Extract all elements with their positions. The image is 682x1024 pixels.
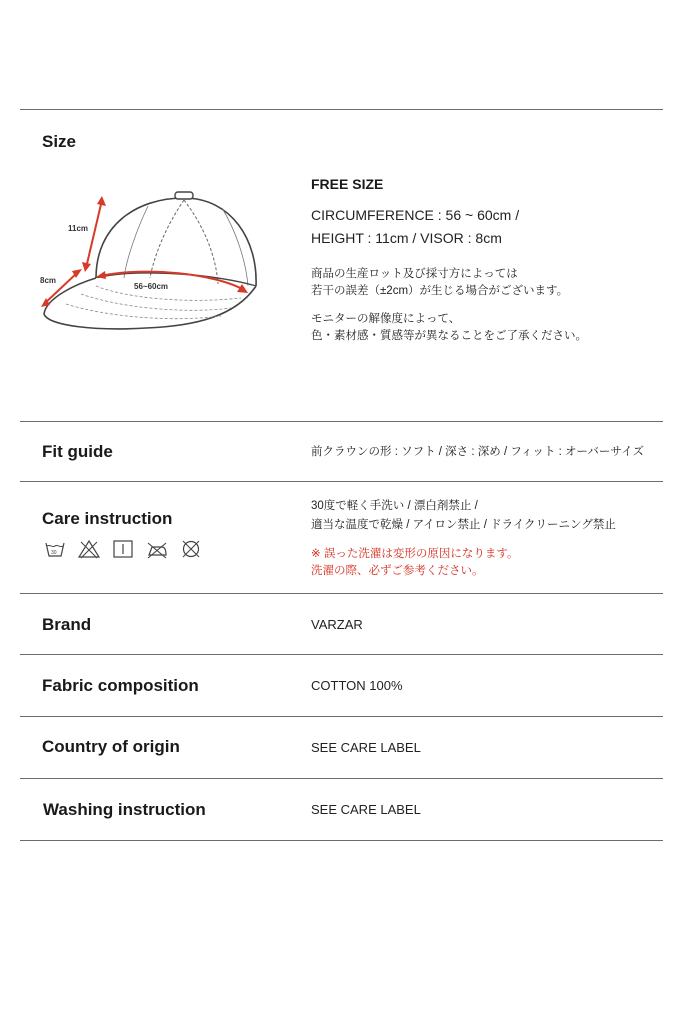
size-note xyxy=(311,266,568,300)
brand-value: VARZAR xyxy=(311,617,363,632)
no-bleach-icon xyxy=(78,539,100,559)
fit-guide-label: Fit guide xyxy=(42,442,113,461)
care-warning-line: ※ 誤った洗濯は変形の原因になります。 xyxy=(311,548,519,560)
care-line: 30度で軽く手洗い / 漂白剤禁止 / xyxy=(311,500,478,512)
fabric-composition-value: COTTON 100% xyxy=(311,678,403,693)
visor-label: 8cm xyxy=(40,276,57,285)
hand-wash-30-icon xyxy=(44,539,66,559)
cap-size-diagram xyxy=(36,186,266,346)
circumference-label: 56~60cm xyxy=(134,282,169,291)
care-instruction-label: Care instruction xyxy=(42,509,173,528)
size-note-line: 若干の誤差（±2cm）が生じる場合がございます。 xyxy=(311,285,569,297)
divider xyxy=(20,778,663,779)
height-label: 11cm xyxy=(68,224,89,233)
free-size-heading: FREE SIZE xyxy=(311,176,384,192)
divider xyxy=(20,654,663,655)
circumference-text: CIRCUMFERENCE : 56 ~ 60cm / xyxy=(311,207,520,223)
color-note xyxy=(311,311,587,345)
color-note-line: モニターの解像度によって、 xyxy=(311,313,461,325)
country-of-origin-label: Country of origin xyxy=(42,737,180,756)
size-label: Size xyxy=(42,132,77,151)
care-warning-line: 洗濯の際、必ずご参考ください。 xyxy=(311,565,484,577)
washing-instruction-label: Washing instruction xyxy=(43,800,206,819)
dry-icon xyxy=(112,539,134,559)
fabric-composition-label: Fabric composition xyxy=(42,676,199,695)
divider xyxy=(20,840,663,841)
divider xyxy=(20,481,663,482)
no-iron-icon xyxy=(146,539,168,559)
size-note-line: 商品の生産ロット及び採寸方によっては xyxy=(311,268,518,280)
no-dry-clean-icon xyxy=(180,539,202,559)
divider xyxy=(20,716,663,717)
divider xyxy=(20,421,663,422)
fit-guide-value: 前クラウンの形 : ソフト / 深さ : 深め / フィット : オーバーサイズ xyxy=(311,446,645,458)
color-note-line: 色・素材感・質感等が異なることをご了承ください。 xyxy=(311,330,587,342)
care-text xyxy=(311,498,616,534)
svg-text:30: 30 xyxy=(51,550,57,556)
care-warning xyxy=(311,546,518,580)
care-line: 適当な温度で乾燥 / アイロン禁止 / ドライクリーニング禁止 xyxy=(311,519,616,531)
brand-label: Brand xyxy=(42,615,92,634)
divider xyxy=(20,109,663,110)
washing-instruction-value: SEE CARE LABEL xyxy=(311,802,421,817)
country-of-origin-value: SEE CARE LABEL xyxy=(311,740,421,755)
care-icons xyxy=(44,539,202,559)
height-visor-text: HEIGHT : 11cm / VISOR : 8cm xyxy=(311,230,502,246)
divider xyxy=(20,593,663,594)
